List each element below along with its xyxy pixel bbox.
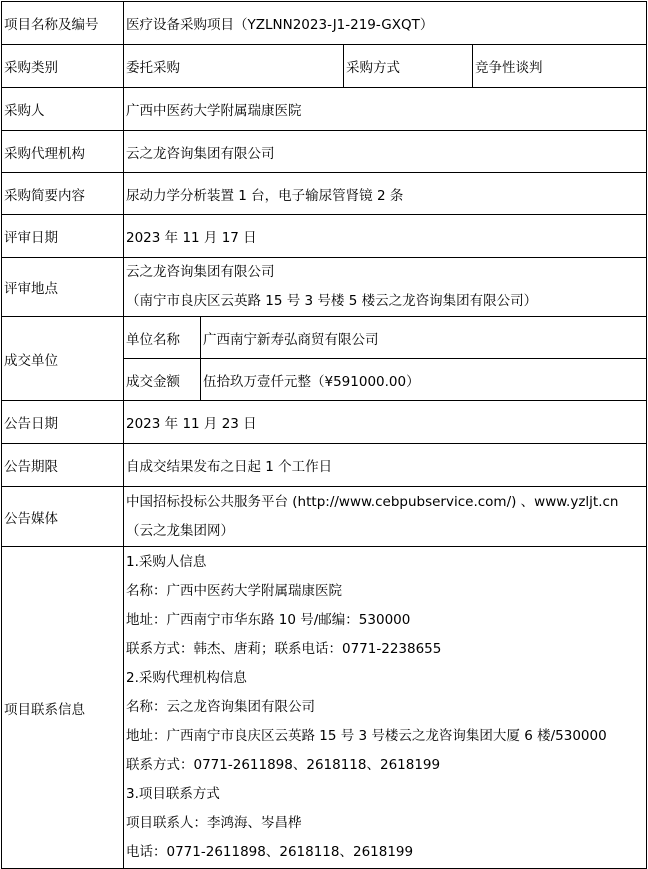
contact-line-6: 名称：云之龙咨询集团有限公司: [126, 699, 315, 715]
row-agency: [2, 131, 647, 173]
announcement-date-value: 2023 年 11 月 23 日: [124, 401, 647, 444]
row-announcement-period: [2, 444, 647, 487]
procurement-category-label: 采购类别: [2, 45, 124, 88]
contact-line-3: 地址：广西南宁市华东路 10 号/邮编：530000: [126, 612, 411, 628]
project-name-label: 项目名称及编号: [2, 2, 124, 45]
row-brief-content: [2, 173, 647, 215]
contact-line-1: 1.采购人信息: [126, 554, 207, 570]
purchaser-label: 采购人: [2, 88, 124, 131]
announcement-media-line-2: （云之龙集团网）: [126, 522, 234, 539]
project-name-value: 医疗设备采购项目（YZLNN2023-J1-219-GXQT）: [124, 2, 647, 45]
row-project-name: [2, 2, 647, 45]
agency-label: 采购代理机构: [2, 131, 124, 173]
row-purchaser: [2, 88, 647, 131]
row-announcement-date: [2, 401, 647, 444]
contact-line-8: 联系方式：0771-2611898、2618118、2618199: [126, 757, 441, 773]
contact-line-4: 联系方式：韩杰、唐莉；联系电话：0771-2238655: [126, 641, 442, 657]
procurement-method-value: 竞争性谈判: [473, 45, 647, 88]
review-location-label: 评审地点: [2, 258, 124, 317]
announcement-period-value: 自成交结果发布之日起 1 个工作日: [124, 444, 647, 487]
contact-line-10: 项目联系人：李鸿海、岑昌桦: [126, 815, 302, 831]
review-date-label: 评审日期: [2, 215, 124, 258]
winner-name-value: 广西南宁新寿弘商贸有限公司: [201, 317, 647, 359]
contact-info-label: 项目联系信息: [2, 547, 124, 869]
award-announcement-table: [1, 1, 647, 869]
review-location-line-1: 云之龙咨询集团有限公司: [126, 264, 275, 280]
row-review-date: [2, 215, 647, 258]
contact-line-11: 电话：0771-2611898、2618118、2618199: [126, 844, 414, 860]
brief-content-label: 采购简要内容: [2, 173, 124, 215]
announcement-media-value: [124, 487, 647, 547]
contact-line-7: 地址：广西南宁市良庆区云英路 15 号 3 号楼云之龙咨询集团大厦 6 楼/530000: [126, 728, 607, 744]
contact-line-5: 2.采购代理机构信息: [126, 670, 247, 686]
row-announcement-media: [2, 487, 647, 547]
winner-label: 成交单位: [2, 317, 124, 401]
review-date-value: 2023 年 11 月 17 日: [124, 215, 647, 258]
winner-amount-label: 成交金额: [124, 359, 201, 401]
winner-name-label: 单位名称: [124, 317, 201, 359]
row-winner-name: [2, 317, 647, 359]
announcement-period-label: 公告期限: [2, 444, 124, 487]
row-contact-info: [2, 547, 647, 869]
winner-amount-value: 伍拾玖万壹仟元整（¥591000.00）: [201, 359, 647, 401]
brief-content-value: 尿动力学分析装置 1 台，电子输尿管肾镜 2 条: [124, 173, 647, 215]
contact-line-2: 名称：广西中医药大学附属瑞康医院: [126, 583, 342, 599]
review-location-line-2: （南宁市良庆区云英路 15 号 3 号楼 5 楼云之龙咨询集团有限公司）: [126, 293, 538, 309]
row-review-location: [2, 258, 647, 317]
review-location-value: [124, 258, 647, 317]
announcement-media-label: 公告媒体: [2, 487, 124, 547]
procurement-category-value: 委托采购: [124, 45, 344, 88]
procurement-method-label: 采购方式: [344, 45, 473, 88]
agency-value: 云之龙咨询集团有限公司: [124, 131, 647, 173]
purchaser-value: 广西中医药大学附属瑞康医院: [124, 88, 647, 131]
announcement-date-label: 公告日期: [2, 401, 124, 444]
contact-info-value: [124, 547, 647, 869]
announcement-media-line-1: 中国招标投标公共服务平台 (http://www.cebpubservice.com/) 、www.yzljt.cn: [126, 493, 619, 510]
row-procurement-category: [2, 45, 647, 88]
contact-line-9: 3.项目联系方式: [126, 786, 220, 802]
